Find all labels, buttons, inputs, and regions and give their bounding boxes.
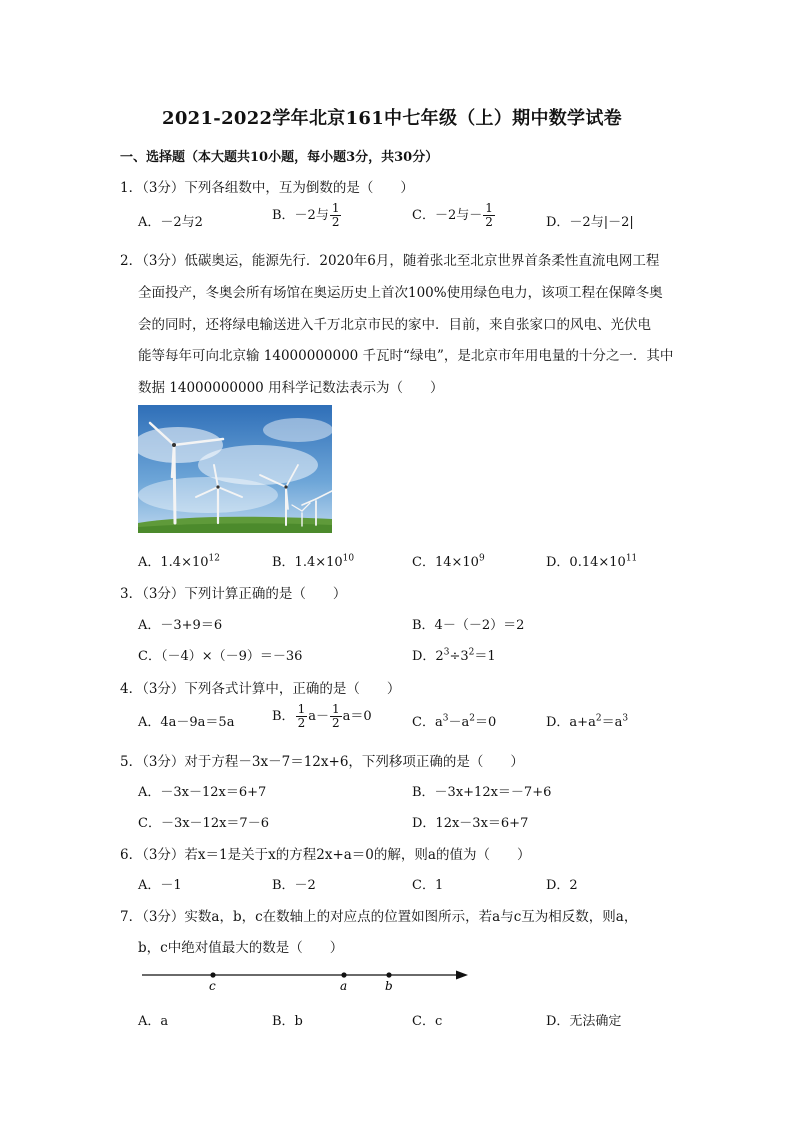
q5-option-a: A．－3x－12x＝6+7 <box>138 785 267 800</box>
q5-option-c: C．－3x－12x＝7－6 <box>138 816 269 831</box>
q1-option-d: D．－2与|－2| <box>546 215 634 230</box>
q6-option-d: D．2 <box>546 878 578 893</box>
q6-option-a: A．－1 <box>138 878 182 893</box>
number-line-arrow-icon <box>456 971 468 980</box>
question-7-line-2: b，c中绝对值最大的数是（ ） <box>138 940 344 956</box>
point-a <box>341 972 346 977</box>
question-4-stem: 4．（3分）下列各式计算中，正确的是（ ） <box>120 681 401 697</box>
label-c: c <box>209 979 216 993</box>
q3-option-b: B．4－（－2）＝2 <box>412 618 525 633</box>
fraction-half: $\frac{1}{2}$ <box>331 702 340 730</box>
question-5-stem: 5．（3分）对于方程－3x－7＝12x+6，下列移项正确的是（ ） <box>120 754 524 770</box>
q1-option-c-prefix: C．－2与－ <box>412 208 483 223</box>
wind-turbine-photo <box>138 405 332 533</box>
point-c <box>210 972 215 977</box>
q4-option-c: C．$a^3-a^2=0$ <box>412 713 497 730</box>
q3-option-a: A．－3+9＝6 <box>138 618 223 633</box>
q7-option-d: D．无法确定 <box>546 1014 622 1029</box>
page-title: 2021-2022学年北京161中七年级（上）期中数学试卷 <box>162 108 622 129</box>
section-heading: 一、选择题（本大题共10小题，每小题3分，共30分） <box>120 150 439 165</box>
q4-option-d: D．$a+a^2=a^3$ <box>546 713 629 730</box>
q1-option-b <box>272 202 342 229</box>
q7-option-b: B．b <box>272 1014 303 1029</box>
q1-option-a: A．－2与2 <box>138 215 203 230</box>
question-1-stem: 1．（3分）下列各组数中，互为倒数的是（ ） <box>120 180 414 196</box>
fraction-half: $\frac{1}{2}$ <box>331 201 340 229</box>
point-b <box>386 972 391 977</box>
fraction-half: $\frac{1}{2}$ <box>297 702 306 730</box>
question-2-line-3: 会的同时，还将绿电输送进入千万北京市民的家中．目前，来自张家口的风电、光伏电 <box>138 317 651 333</box>
q2-option-b: B．$1.4\times 10^{10}$ <box>272 553 355 570</box>
q7-option-c: C．c <box>412 1014 443 1029</box>
q5-option-d: D．12x－3x＝6+7 <box>412 816 529 831</box>
fraction-half: $\frac{1}{2}$ <box>485 201 493 229</box>
q2-option-a: A．$1.4\times 10^{12}$ <box>138 553 220 570</box>
question-2-line-5: 数据 14000000000 用科学记数法表示为（ ） <box>138 380 444 396</box>
q6-option-b: B．－2 <box>272 878 316 893</box>
q7-option-a: A．a <box>138 1014 169 1029</box>
q1-option-c <box>412 202 496 229</box>
question-2-line-2: 全面投产，冬奥会所有场馆在奥运历史上首次100%使用绿色电力，该项工程在保障冬奥 <box>138 285 663 301</box>
question-3-stem: 3．（3分）下列计算正确的是（ ） <box>120 586 347 602</box>
q2-option-c: C．$14\times 10^9$ <box>412 553 485 570</box>
q6-option-c: C．1 <box>412 878 444 893</box>
question-2-line-1: 2．（3分）低碳奥运，能源先行．2020年6月，随着张北至北京世界首条柔性直流电网工程 <box>120 253 660 269</box>
q3-option-c: C．（－4）×（－9）＝－36 <box>138 649 303 664</box>
q5-option-b: B．－3x+12x＝－7+6 <box>412 785 552 800</box>
number-line-diagram <box>138 965 478 995</box>
label-a: a <box>340 979 348 993</box>
q4-option-a: A．4a－9a＝5a <box>138 715 235 730</box>
q1-option-b-prefix: B．－2与 <box>272 208 329 223</box>
q2-option-d: D．$0.14\times 10^{11}$ <box>546 553 638 570</box>
label-b: b <box>385 979 393 993</box>
q3-option-d: D．$2^3\div 3^2=1$ <box>412 647 496 664</box>
q4-option-b: B． $\frac{1}{2}$ a－ $\frac{1}{2}$ a＝0 <box>272 702 372 730</box>
question-7-line-1: 7．（3分）实数a，b，c在数轴上的对应点的位置如图所示，若a与c互为相反数，则a， <box>120 909 638 925</box>
question-2-line-4: 能等每年可向北京输 14000000000 千瓦时“绿电”，是北京市年用电量的十分之一．其中 <box>138 348 674 364</box>
question-6-stem: 6．（3分）若x＝1是关于x的方程2x+a＝0的解，则a的值为（ ） <box>120 847 531 863</box>
